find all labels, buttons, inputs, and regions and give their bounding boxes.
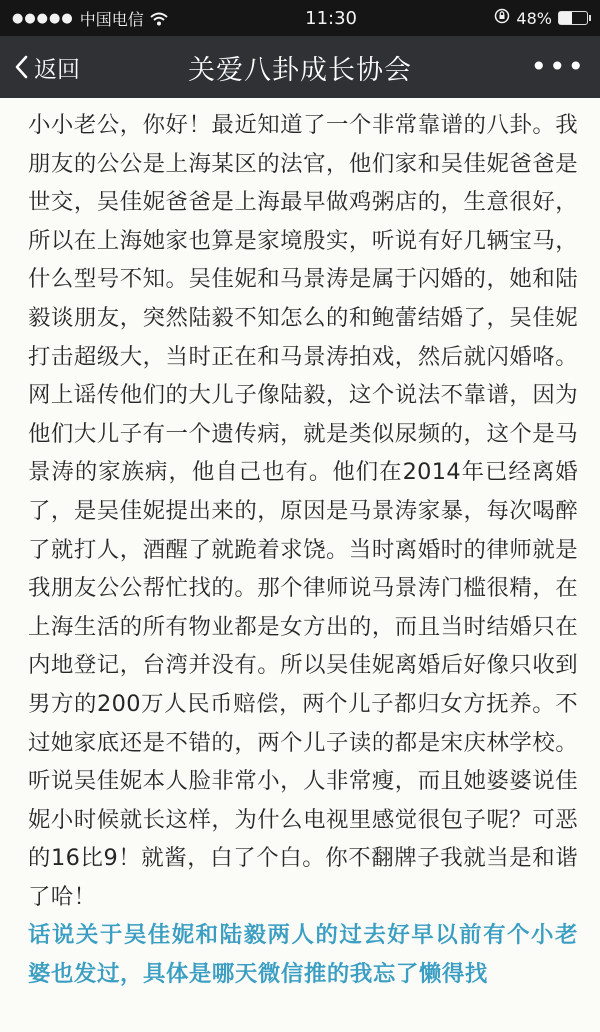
more-options-icon[interactable]: ••• <box>530 50 586 83</box>
article-content <box>0 98 600 1032</box>
wifi-icon <box>150 11 168 25</box>
status-bar <box>0 0 600 36</box>
nav-bar <box>0 36 600 98</box>
carrier-label: 中国电信 <box>79 9 144 29</box>
status-left <box>12 7 168 30</box>
orientation-lock-icon <box>494 8 510 28</box>
page-title: 关爱八卦成长协会 <box>188 54 412 86</box>
article-highlight: 话说关于吴佳妮和陆毅两人的过去好早以前有个小老婆也发过，具体是哪天微信推的我忘了懒得找 <box>28 922 578 988</box>
chevron-left-icon <box>14 55 28 79</box>
status-time: 11:30 <box>305 7 358 29</box>
back-label: 返回 <box>34 56 80 83</box>
battery-level <box>559 12 572 24</box>
battery-percent: 48% <box>516 8 552 28</box>
back-button[interactable] <box>14 51 80 84</box>
signal-icon: ●●●●● <box>12 10 74 26</box>
status-right <box>494 8 588 28</box>
battery-icon <box>558 11 588 25</box>
article-body: 小小老公，你好！最近知道了一个非常靠谱的八卦。我朋友的公公是上海某区的法官，他们家和吴佳妮爸爸是世交，吴佳妮爸爸是上海最早做鸡粥店的，生意很好，所以在上海她家也算是家境殷实，听说有好几辆宝马，什么型号不知。吴佳妮和马景涛是属于闪婚的，她和陆毅谈朋友，突然陆毅不知怎么的和鲍蕾结婚了，吴佳妮打击超级大，当时正在和马景涛拍戏，然后就闪婚咯。网上谣传他们的大儿子像陆毅，这个说法不靠谱，因为他们大儿子有一个遗传病，就是类似尿频的，这个是马景涛的家族病，他自己也有。他们在2014年已经离婚了，是吴佳妮提出来的，原因是马景涛家暴，每次喝醉了就打人，酒醒了就跪着求饶。当时离婚时的律师就是我朋友公公帮忙找的。那个律师说马景涛门槛很精，在上海生活的所有物业都是女方出的，而且当时结婚只在内地登记，台湾并没有。所以吴佳妮离婚后好像只收到男方的200万人民币赔偿，两个儿子都归女方抚养。不过她家底还是不错的，两个儿子读的都是宋庆林学校。听说吴佳妮本人脸非常小，人非常瘦，而且她婆婆说佳妮小时候就长这样，为什么电视里感觉很包子呢？可恶的16比9！就酱，白了个白。你不翻牌子我就当是和谐了哈！ <box>28 112 578 910</box>
